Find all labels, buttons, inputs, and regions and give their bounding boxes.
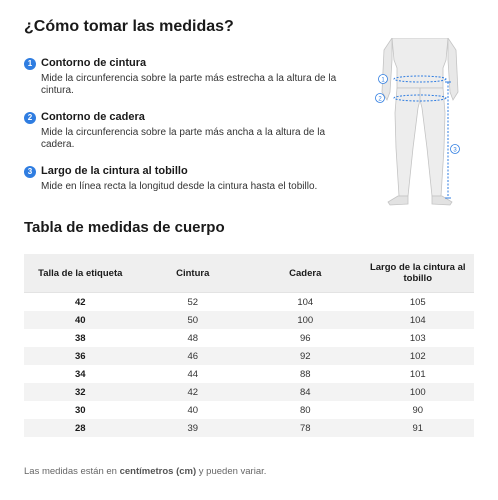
step-number-3: 3: [24, 166, 36, 178]
footer-unit: centímetros (cm): [119, 466, 197, 477]
measurement-figure: [370, 38, 470, 210]
table-cell: 50: [137, 311, 250, 329]
table-cell: 36: [24, 347, 137, 365]
size-table: [24, 254, 474, 437]
column-header-size: Talla de la etiqueta: [24, 254, 137, 293]
step-description: Mide la circunferencia sobre la parte más estrecha a la altura de la cintura.: [41, 73, 337, 96]
figure-left-arm: [382, 38, 392, 100]
column-header-waist: Cintura: [137, 254, 250, 293]
table-row: [24, 329, 474, 347]
table-cell: 92: [249, 347, 362, 365]
table-row: [24, 365, 474, 383]
table-cell: 39: [137, 419, 250, 437]
table-cell: 30: [74, 404, 86, 416]
table-cell: 91: [362, 419, 475, 437]
table-cell: 42: [74, 296, 86, 308]
footer-prefix: Las medidas están en: [24, 466, 120, 477]
footer-suffix: y pueden variar.: [196, 466, 267, 477]
table-cell: 38: [74, 332, 86, 344]
footer-note: [24, 466, 266, 477]
table-cell: 104: [297, 296, 314, 308]
step-description: Mide en línea recta la longitud desde la cintura hasta el tobillo.: [41, 181, 318, 192]
table-cell: 101: [409, 368, 426, 380]
table-row: [24, 311, 474, 329]
table-cell: 90: [412, 404, 424, 416]
how-to-title: ¿Cómo tomar las medidas?: [24, 18, 234, 35]
table-cell: 103: [409, 332, 426, 344]
table-row: [24, 347, 474, 365]
table-cell: 40: [24, 311, 137, 329]
figure-left-foot: [388, 196, 408, 205]
column-header-hip: Cadera: [249, 254, 362, 293]
table-cell: 52: [187, 296, 199, 308]
step-number-1: 1: [24, 58, 36, 70]
marker-3: 3: [453, 147, 457, 154]
figure-left-leg: [395, 88, 420, 196]
table-row: [24, 293, 474, 312]
table-row: [24, 419, 474, 437]
column-header-length: Largo de la cintura al tobillo: [362, 254, 475, 293]
table-cell: 100: [249, 311, 362, 329]
figure-right-arm: [448, 38, 458, 100]
table-cell: 46: [137, 347, 250, 365]
table-cell: 88: [299, 368, 311, 380]
table-cell: 96: [299, 332, 311, 344]
table-cell: 80: [299, 404, 311, 416]
step-title: Contorno de cintura: [41, 57, 147, 69]
table-row: [24, 383, 474, 401]
table-cell: 40: [187, 404, 199, 416]
marker-2: 2: [378, 96, 382, 103]
step-number-2: 2: [24, 112, 36, 124]
figure-right-leg: [420, 88, 445, 196]
marker-1: 1: [381, 77, 385, 84]
table-row: [24, 401, 474, 419]
table-cell: 104: [362, 311, 475, 329]
figure-right-foot: [432, 196, 452, 205]
size-table-title: Tabla de medidas de cuerpo: [24, 219, 225, 236]
table-cell: 32: [24, 383, 137, 401]
step-title: Largo de la cintura al tobillo: [41, 165, 188, 177]
table-cell: 48: [187, 332, 199, 344]
step-title: Contorno de cadera: [41, 111, 145, 123]
table-cell: 78: [249, 419, 362, 437]
table-cell: 28: [24, 419, 137, 437]
table-cell: 34: [74, 368, 86, 380]
table-cell: 102: [362, 347, 475, 365]
table-cell: 100: [362, 383, 475, 401]
table-header-row: [24, 254, 474, 293]
table-cell: 44: [187, 368, 199, 380]
step-description: Mide la circunferencia sobre la parte más ancha a la altura de la cadera.: [41, 127, 326, 150]
table-cell: 84: [249, 383, 362, 401]
table-cell: 42: [137, 383, 250, 401]
table-cell: 105: [409, 296, 426, 308]
